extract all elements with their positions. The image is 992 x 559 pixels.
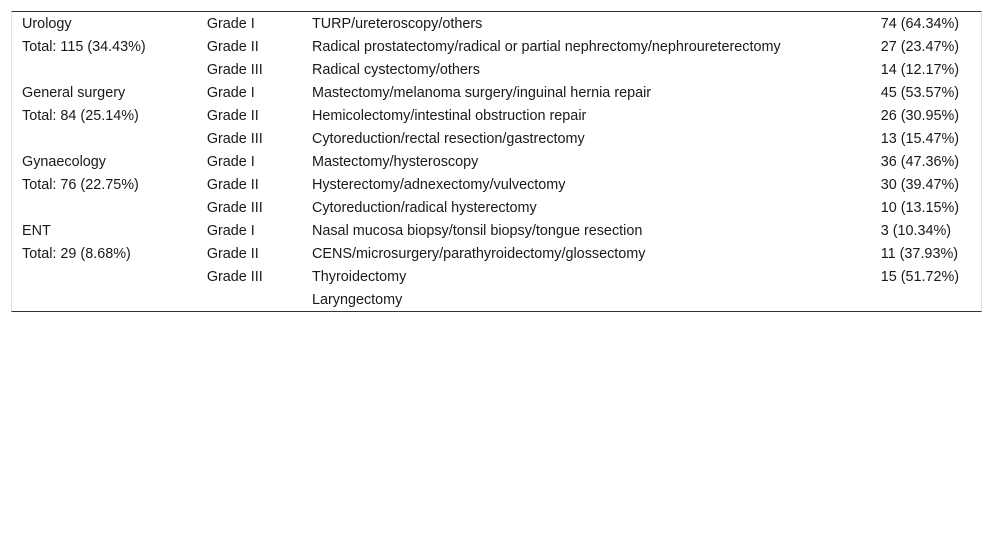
specialty-cell: General surgery	[22, 85, 126, 101]
procedures-cell: Mastectomy/melanoma surgery/inguinal hernia repair	[311, 85, 652, 101]
count-cell: 13 (15.47%)	[880, 131, 960, 147]
procedures-cell: Radical cystectomy/others	[311, 62, 480, 78]
procedures-cell: Radical prostatectomy/radical or partial nephrectomy/nephroureterectomy	[311, 39, 781, 55]
table-row	[12, 58, 981, 81]
table-row	[12, 150, 981, 173]
table-row	[12, 265, 981, 288]
procedures-cell: Mastectomy/hysteroscopy	[311, 154, 479, 170]
grade-cell: Grade III	[206, 62, 263, 78]
grade-cell: Grade III	[206, 200, 263, 216]
grade-cell: Grade I	[206, 85, 255, 101]
specialty-cell: Total: 84 (25.14%)	[22, 108, 139, 124]
table-row	[12, 35, 981, 58]
surgery-grade-table	[11, 11, 982, 312]
specialty-cell: Total: 76 (22.75%)	[22, 177, 139, 193]
specialty-cell: Total: 115 (34.43%)	[22, 39, 146, 55]
count-cell: 27 (23.47%)	[880, 39, 960, 55]
procedures-cell: Nasal mucosa biopsy/tonsil biopsy/tongue resection	[311, 223, 643, 239]
grade-cell: Grade I	[206, 154, 255, 170]
table-row	[12, 173, 981, 196]
specialty-cell: Urology	[22, 16, 72, 32]
specialty-cell: Total: 29 (8.68%)	[22, 246, 131, 262]
table-row	[12, 127, 981, 150]
table-row	[12, 104, 981, 127]
table-row	[12, 242, 981, 265]
table-row	[12, 288, 981, 311]
grade-cell: Grade II	[206, 177, 259, 193]
count-cell: 14 (12.17%)	[880, 62, 960, 78]
table-body	[12, 12, 981, 311]
table-row	[12, 12, 981, 35]
table-row	[12, 81, 981, 104]
grade-cell: Grade II	[206, 39, 259, 55]
specialty-cell: Gynaecology	[22, 154, 106, 170]
count-cell: 15 (51.72%)	[880, 269, 960, 285]
procedures-cell: Laryngectomy	[311, 292, 403, 308]
grade-cell: Grade II	[206, 108, 259, 124]
table-row	[12, 219, 981, 242]
procedures-cell: TURP/ureteroscopy/others	[311, 16, 483, 32]
procedures-cell: CENS/microsurgery/parathyroidectomy/glossectomy	[311, 246, 646, 262]
count-cell: 3 (10.34%)	[880, 223, 952, 239]
specialty-cell	[12, 288, 197, 311]
count-cell: 11 (37.93%)	[880, 246, 959, 262]
procedures-cell: Thyroidectomy	[311, 269, 407, 285]
specialty-cell	[12, 58, 197, 81]
count-cell: 74 (64.34%)	[880, 16, 960, 32]
count-cell: 36 (47.36%)	[880, 154, 960, 170]
grade-cell: Grade III	[206, 269, 263, 285]
grade-cell: Grade I	[206, 223, 255, 239]
procedures-cell: Cytoreduction/rectal resection/gastrectomy	[311, 131, 585, 147]
count-cell: 10 (13.15%)	[880, 200, 960, 216]
count-cell: 30 (39.47%)	[880, 177, 960, 193]
grade-cell: Grade II	[206, 246, 259, 262]
procedures-cell: Hysterectomy/adnexectomy/vulvectomy	[311, 177, 566, 193]
grade-cell	[197, 288, 302, 311]
count-cell: 45 (53.57%)	[880, 85, 960, 101]
specialty-cell: ENT	[22, 223, 51, 239]
data-table	[12, 12, 981, 311]
specialty-cell	[12, 127, 197, 150]
table-row	[12, 196, 981, 219]
count-cell	[871, 288, 981, 311]
grade-cell: Grade I	[206, 16, 255, 32]
specialty-cell	[12, 196, 197, 219]
procedures-cell: Cytoreduction/radical hysterectomy	[311, 200, 537, 216]
specialty-cell	[12, 265, 197, 288]
count-cell: 26 (30.95%)	[880, 108, 960, 124]
procedures-cell: Hemicolectomy/intestinal obstruction repair	[311, 108, 587, 124]
grade-cell: Grade III	[206, 131, 263, 147]
